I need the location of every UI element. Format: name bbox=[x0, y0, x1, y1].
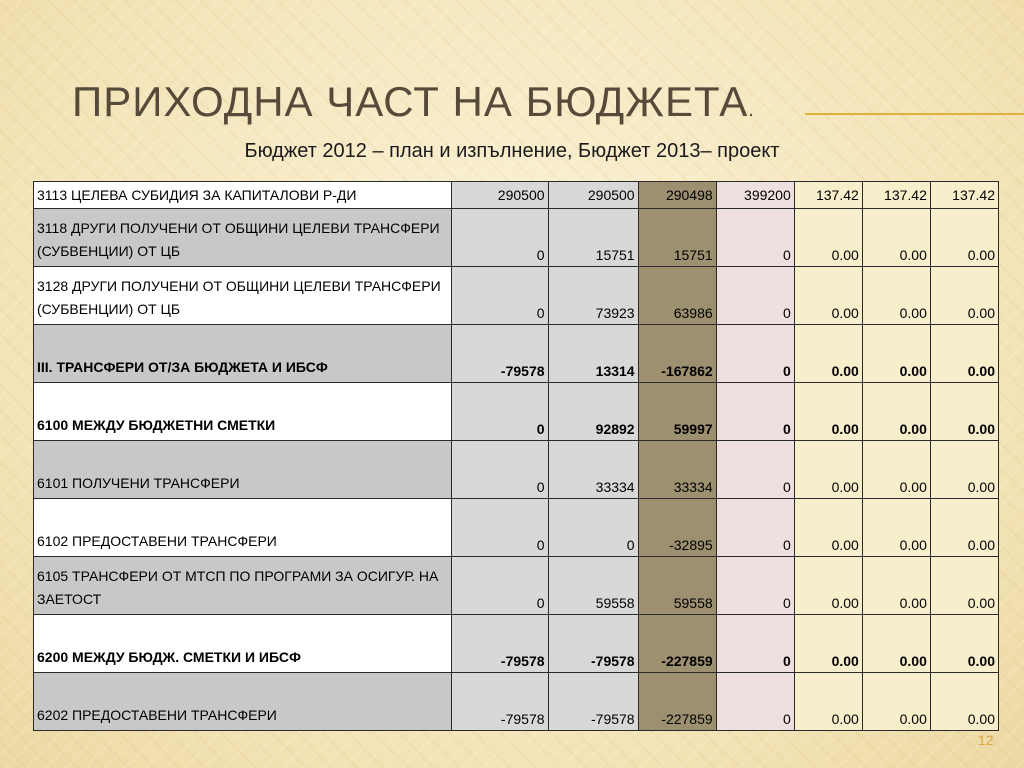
cell-value: 0.00 bbox=[794, 441, 862, 499]
cell-value: -167862 bbox=[638, 325, 716, 383]
table-row bbox=[34, 182, 999, 209]
cell-value: 290500 bbox=[548, 182, 638, 209]
cell-value: 59997 bbox=[638, 383, 716, 441]
cell-value: 0.00 bbox=[862, 557, 930, 615]
cell-value: -79578 bbox=[452, 673, 548, 731]
row-name: III. ТРАНСФЕРИ ОТ/ЗА БЮДЖЕТА И ИБСФ bbox=[34, 325, 452, 383]
cell-value: 0.00 bbox=[862, 325, 930, 383]
budget-table bbox=[33, 181, 999, 731]
cell-value: -32895 bbox=[638, 499, 716, 557]
cell-value: 0.00 bbox=[862, 615, 930, 673]
cell-value: 290498 bbox=[638, 182, 716, 209]
slide-subtitle: Бюджет 2012 – план и изпълнение, Бюджет 2013– проект bbox=[244, 140, 780, 162]
cell-value: 0.00 bbox=[930, 557, 998, 615]
cell-value: 0 bbox=[716, 209, 794, 267]
cell-value: 137.42 bbox=[930, 182, 998, 209]
table-row bbox=[34, 499, 999, 557]
cell-value: -79578 bbox=[452, 325, 548, 383]
table-row bbox=[34, 325, 999, 383]
cell-value: 0.00 bbox=[794, 557, 862, 615]
row-name: 3118 ДРУГИ ПОЛУЧЕНИ ОТ ОБЩИНИ ЦЕЛЕВИ ТРАНСФЕРИ (СУБВЕНЦИИ) ОТ ЦБ bbox=[34, 209, 452, 267]
cell-value: 33334 bbox=[548, 441, 638, 499]
cell-value: 0.00 bbox=[794, 499, 862, 557]
row-name: 6105 ТРАНСФЕРИ ОТ МТСП ПО ПРОГРАМИ ЗА ОСИГУР. НА ЗАЕТОСТ bbox=[34, 557, 452, 615]
cell-value: 59558 bbox=[548, 557, 638, 615]
cell-value: 0 bbox=[452, 557, 548, 615]
table-row bbox=[34, 557, 999, 615]
page-number: 12 bbox=[978, 732, 994, 748]
cell-value: 13314 bbox=[548, 325, 638, 383]
cell-value: 0 bbox=[452, 499, 548, 557]
cell-value: 137.42 bbox=[794, 182, 862, 209]
cell-value: 0.00 bbox=[862, 441, 930, 499]
cell-value: 0.00 bbox=[794, 383, 862, 441]
slide-title-text: ПРИХОДНА ЧАСТ НА БЮДЖЕТА bbox=[72, 78, 749, 125]
cell-value: 0 bbox=[716, 557, 794, 615]
slide-title-dot: . bbox=[748, 99, 755, 121]
cell-value: 0.00 bbox=[794, 325, 862, 383]
row-name: 6101 ПОЛУЧЕНИ ТРАНСФЕРИ bbox=[34, 441, 452, 499]
cell-value: 0.00 bbox=[794, 267, 862, 325]
cell-value: 0.00 bbox=[862, 383, 930, 441]
cell-value: -227859 bbox=[638, 673, 716, 731]
cell-value: 0 bbox=[716, 325, 794, 383]
cell-value: 0.00 bbox=[862, 209, 930, 267]
cell-value: 0 bbox=[716, 441, 794, 499]
cell-value: 0.00 bbox=[794, 615, 862, 673]
slide-title bbox=[72, 78, 755, 126]
row-name: 6100 МЕЖДУ БЮДЖЕТНИ СМЕТКИ bbox=[34, 383, 452, 441]
cell-value: 0.00 bbox=[930, 209, 998, 267]
table-row bbox=[34, 383, 999, 441]
cell-value: 0 bbox=[716, 267, 794, 325]
cell-value: 92892 bbox=[548, 383, 638, 441]
cell-value: -79578 bbox=[548, 673, 638, 731]
cell-value: 0.00 bbox=[930, 499, 998, 557]
cell-value: 0.00 bbox=[930, 615, 998, 673]
table-row bbox=[34, 615, 999, 673]
cell-value: 15751 bbox=[548, 209, 638, 267]
title-underline bbox=[805, 113, 1024, 115]
cell-value: 0 bbox=[452, 441, 548, 499]
cell-value: 0 bbox=[716, 673, 794, 731]
table-row bbox=[34, 267, 999, 325]
cell-value: -79578 bbox=[548, 615, 638, 673]
row-name: 6200 МЕЖДУ БЮДЖ. СМЕТКИ И ИБСФ bbox=[34, 615, 452, 673]
row-name: 3128 ДРУГИ ПОЛУЧЕНИ ОТ ОБЩИНИ ЦЕЛЕВИ ТРАНСФЕРИ (СУБВЕНЦИИ) ОТ ЦБ bbox=[34, 267, 452, 325]
table-row bbox=[34, 441, 999, 499]
cell-value: 137.42 bbox=[862, 182, 930, 209]
cell-value: 0.00 bbox=[794, 209, 862, 267]
cell-value: 0.00 bbox=[862, 499, 930, 557]
cell-value: 0 bbox=[716, 615, 794, 673]
cell-value: 15751 bbox=[638, 209, 716, 267]
cell-value: 0.00 bbox=[930, 267, 998, 325]
cell-value: 0.00 bbox=[930, 441, 998, 499]
cell-value: 0 bbox=[716, 499, 794, 557]
cell-value: 63986 bbox=[638, 267, 716, 325]
cell-value: 0.00 bbox=[862, 673, 930, 731]
cell-value: 0.00 bbox=[930, 383, 998, 441]
cell-value: 0 bbox=[452, 267, 548, 325]
table-row bbox=[34, 209, 999, 267]
cell-value: 0 bbox=[716, 383, 794, 441]
cell-value: 0 bbox=[452, 209, 548, 267]
cell-value: 0.00 bbox=[794, 673, 862, 731]
table-row bbox=[34, 673, 999, 731]
cell-value: 0.00 bbox=[862, 267, 930, 325]
row-name: 3113 ЦЕЛЕВА СУБИДИЯ ЗА КАПИТАЛОВИ Р-ДИ bbox=[34, 182, 452, 209]
cell-value: 290500 bbox=[452, 182, 548, 209]
row-name: 6202 ПРЕДОСТАВЕНИ ТРАНСФЕРИ bbox=[34, 673, 452, 731]
cell-value: -79578 bbox=[452, 615, 548, 673]
cell-value: 73923 bbox=[548, 267, 638, 325]
cell-value: 0.00 bbox=[930, 673, 998, 731]
cell-value: 0.00 bbox=[930, 325, 998, 383]
cell-value: 0 bbox=[452, 383, 548, 441]
row-name: 6102 ПРЕДОСТАВЕНИ ТРАНСФЕРИ bbox=[34, 499, 452, 557]
cell-value: -227859 bbox=[638, 615, 716, 673]
cell-value: 33334 bbox=[638, 441, 716, 499]
cell-value: 399200 bbox=[716, 182, 794, 209]
cell-value: 59558 bbox=[638, 557, 716, 615]
cell-value: 0 bbox=[548, 499, 638, 557]
